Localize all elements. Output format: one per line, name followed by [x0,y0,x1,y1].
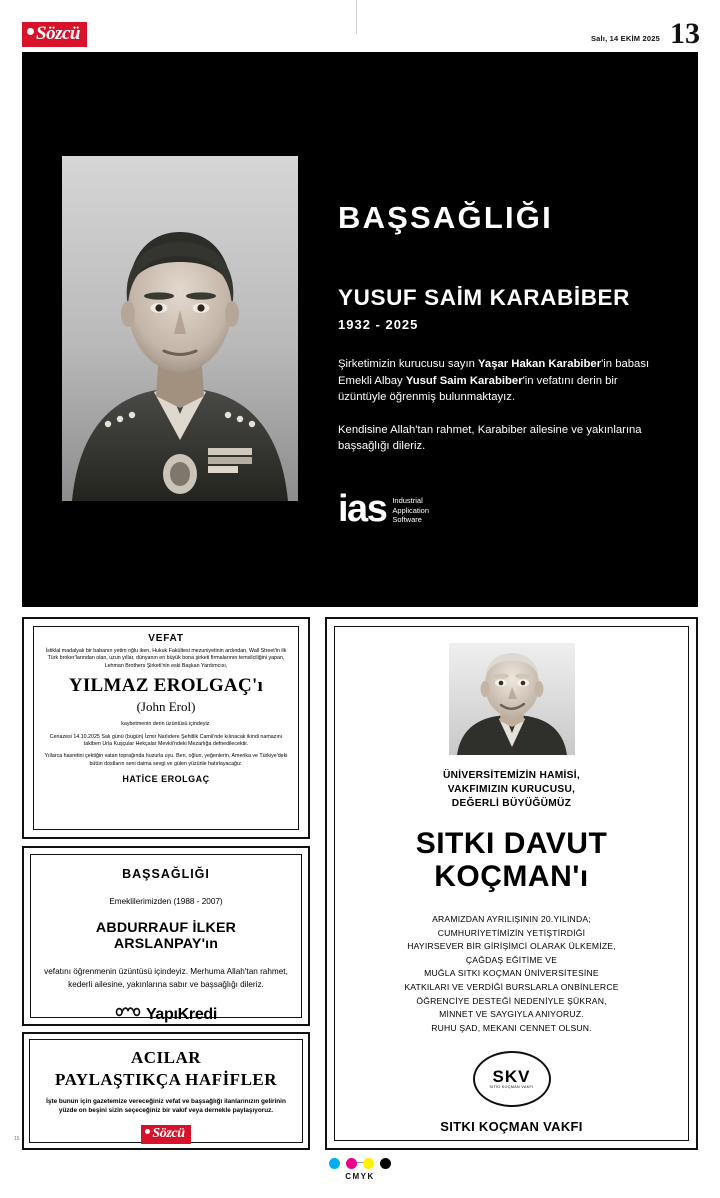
p1-d: Yusuf Saim Karabiber [405,374,523,387]
ad-vefat-farewell: Yıllarca hasretini çektiğin vatan toprağında huzurla uyu. Ben, oğlun, yeğenlerin, Amerika ve Türkiye'deki bütün dostların seni daima sevgi ve gülen yüzünle hatırlayacağız. [44,753,288,767]
ad-acilar-line-1: ACILAR [130,1048,202,1067]
ias-sub-1: Industrial [392,496,423,505]
yapikredi-logo-text: YapıKredi [145,1005,218,1023]
ad-kocman-body-line-2: CUMHURİYETİMİZİN YETİŞTİRDİĞİ [437,927,586,938]
ias-logo [338,488,430,530]
yapikredi-logo [43,1005,289,1024]
ad-vefat-name: YILMAZ EROLGAÇ'ı [68,675,264,697]
ad-acilar-line-2: PAYLAŞTIKÇA HAFİFLER [54,1070,278,1089]
ias-logo-subtitle [392,496,429,525]
ad-yapikredi-deceased-name: ABDURRAUF İLKER ARSLANPAY'ın [95,920,237,952]
ad-vefat-funeral-info: Cenazesi 14.10.2025 Salı günü (bugün) İzmir Narlıdere Şehitlik Camii'nde kılınacak ikindi namazını takiben Urla Kuşçular Hekçalar Mevkii'ndeki Mezarlığa defnedilecektir. [49,733,283,748]
yapikredi-mark-icon [115,1005,141,1024]
skv-seal-text: SKV [492,1067,531,1087]
ad-kocman-body [351,913,672,1035]
skv-seal-subtext: SITKI KOÇMAN VAKFI [489,1085,534,1090]
ias-sub-3: Software [392,515,422,524]
ad-acilar-promo [22,1032,310,1150]
ad-vefat-inner-border [33,626,299,830]
sozcu-logo-text: Sözcü [36,23,80,44]
masthead-right [590,17,700,50]
ad-kocman-signature: SITKI KOÇMAN VAKFI [440,1119,583,1135]
cmyk-dot-black [380,1158,391,1169]
ad-vefat-lost-line: kaybetmenin derin üzüntüsü içindeyiz. [121,721,211,728]
ad-kocman-body-line-6: KATKILARI VE VERDİĞİ BURSLARLA ONBİNLERCE [404,981,619,992]
ias-sub-2: Application [392,505,430,515]
issue-date: Salı, 14 EKİM 2025 [590,34,660,43]
masthead-divider [356,0,357,34]
ad-kocman-body-line-8: MİNNET VE SAYGIYLA ANIYORUZ. [439,1009,584,1020]
ad-kocman-name-line-1: SITKI DAVUT [415,827,608,860]
skv-seal-logo [473,1051,551,1107]
ad-kocman-heading-line-3: DEĞERLİ BÜYÜĞÜMÜZ [451,798,572,809]
ad-acilar-inner-border [29,1039,303,1143]
cmyk-dot-cyan [329,1158,340,1169]
ad-vefat-signature: HATİCE EROLGAÇ [122,774,210,785]
ad-yapikredi [22,846,310,1026]
logo-dot-icon [27,28,34,35]
cmyk-dot-magenta [346,1158,357,1169]
cmyk-label: CMYK [345,1172,375,1181]
ad-kocman-body-line-7: ÖĞRENCİYE DESTEĞİ NEDENİYLE ŞÜKRAN, [416,995,607,1006]
ad-yapikredi-heading: BAŞSAĞLIĞI [122,867,210,881]
deceased-portrait [62,156,298,501]
ad-yapikredi-text: vefatını öğrenmenin üzüntüsü içindeyiz. Merhuma Allah'tan rahmet, kederli ailesine, yakınlarına sabır ve başsağlığı dileriz. [44,967,288,989]
main-memorial-ad [22,52,698,607]
ad-vefat-erolgac [22,617,310,839]
ad-kocman-name-line-2: KOÇMAN'ı [434,860,589,893]
cmyk-registration [0,1158,720,1181]
main-ad-deceased-name: YUSUF SAİM KARABİBER [338,285,631,310]
ad-kocman-memorial [325,617,698,1150]
ad-kocman-body-line-5: MUĞLA SITKI KOÇMAN ÜNİVERSİTESİNE [424,968,599,979]
logo-dot-icon [145,1129,150,1134]
ad-kocman-inner-border [334,626,689,1141]
page-number: 13 [670,17,700,50]
p1-e: 'in vefatını derin bir üzüntüyle öğrenmiş bulunmaktayız. [338,374,618,403]
masthead [0,0,720,50]
p1-b: Yaşar Hakan Karabiber [478,358,602,370]
ad-kocman-body-line-9: RUHU ŞAD, MEKANI CENNET OLSUN. [431,1022,592,1033]
ad-vefat-intro: İstiklal madalyalı bir babanın yetim oğlu iken, Hukuk Fakültesi mezuniyetinin ardından, Wall Street'in ilk Türk broker'larından olan, uzun yıllar, dünyanın en büyük bona şirketi firmalarının temsilciliğini yapan, Lehman Brothers Şirketi'nin eski Başkan Yardımcısı, [45,648,287,669]
ad-acilar-sozcu-logo [141,1125,190,1144]
ad-kocman-body-line-3: HAYIRSEVER BİR GİRİŞİMCİ OLARAK ÜLKEMİZE, [407,941,616,952]
print-mark-number: 15 [14,1136,20,1142]
ad-kocman-body-line-1: ARAMIZDAN AYRILIŞININ 20.YILINDA; [432,914,591,924]
ad-vefat-heading: VEFAT [148,633,184,644]
sozcu-logo [22,22,87,47]
main-ad-body [338,202,668,455]
ad-kocman-heading [351,769,672,811]
kocman-portrait [449,643,575,755]
ad-kocman-body-line-4: ÇAĞDAŞ EĞİTİME VE [465,954,558,965]
p1-c: 'in babası Emekli Albay [338,358,650,387]
main-ad-paragraph-2: Kendisine Allah'tan rahmet, Karabiber ailesine ve yakınlarına başsağlığı dileriz. [338,423,642,452]
main-ad-years: 1932 - 2025 [338,317,419,332]
ad-acilar-text: İşte bunun için gazetemize vereceğiniz vefat ve başsağlığı ilanlarınızın gelirinin yüzde on beşini sizin seçeceğiniz bir vakıf veya dernekle paylaşıyoruz. [46,1098,286,1114]
main-ad-title: BAŞSAĞLIĞI [338,200,553,235]
ad-yapikredi-subline: Emeklilerimizden (1988 - 2007) [109,897,223,906]
ad-vefat-alias: (John Erol) [136,699,196,715]
main-ad-paragraph-1 [338,356,668,406]
ias-logo-text: ias [338,488,387,530]
ad-kocman-heading-line-2: VAKFIMIZIN KURUCUSU, [447,784,576,795]
p1-a: Şirketimizin kurucusu sayın [338,358,479,370]
cmyk-dot-yellow [363,1158,374,1169]
ad-acilar-brand-text: Sözcü [152,1126,185,1141]
cmyk-dots [0,1158,720,1169]
ad-kocman-heading-line-1: ÜNİVERSİTEMİZİN HAMİSİ, [442,770,581,781]
ad-yapikredi-inner-border [30,854,302,1023]
